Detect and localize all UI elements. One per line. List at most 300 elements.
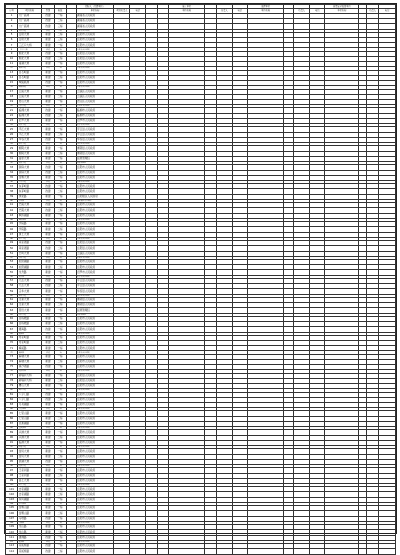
cell-owner: 岳阳市人民政府 xyxy=(76,346,114,351)
cell-section: 二标 xyxy=(54,218,66,221)
cell-type: 新建 xyxy=(42,373,54,378)
cell-name: 鹰山大道 xyxy=(18,384,42,389)
cell-section: 一标 xyxy=(54,146,66,151)
cell-name: 平江大道 xyxy=(18,132,42,137)
cell-owner: 岳阳市人民政府 xyxy=(76,435,114,440)
cell-no: 3 xyxy=(6,24,18,29)
cell-type: 新建 xyxy=(42,75,54,80)
cell-section: 一标 xyxy=(54,289,66,294)
cell-section: 二标 xyxy=(54,67,66,70)
cell-name: 王家河路 xyxy=(18,468,42,473)
cell-no: 12 xyxy=(6,67,18,70)
cell-type: 新建 xyxy=(42,468,54,473)
cell-section: 一标 xyxy=(54,459,66,464)
cell-type: 改建 xyxy=(42,13,54,18)
cell-owner: 岳阳市人民政府 xyxy=(76,492,114,497)
cell-owner: 岳阳县人民政府 xyxy=(76,241,114,246)
cell-type: 新建 xyxy=(42,265,54,270)
cell-no: 44 xyxy=(6,218,18,221)
cell-no: 38 xyxy=(6,189,18,194)
cell-section: 一标 xyxy=(54,365,66,370)
cell-type: 新建 xyxy=(42,384,54,389)
cell-owner: 岳阳县人民政府 xyxy=(76,56,114,61)
cell-no: 2 xyxy=(6,19,18,24)
cell-name: 金凤大道 xyxy=(18,454,42,459)
cell-type: 改建 xyxy=(42,165,54,170)
cell-type: 新建 xyxy=(42,354,54,359)
cell-name: 新墙河大桥 xyxy=(18,373,42,378)
cell-name: 通海路 xyxy=(18,327,42,332)
cell-section: 二标 xyxy=(54,378,66,383)
col_row-cell: 电话 xyxy=(310,9,325,13)
cell-type: 新建 xyxy=(42,181,54,184)
cell-name: 南湖大道 xyxy=(18,62,42,67)
cell-name: 新墙河大桥 xyxy=(18,378,42,383)
cell-type: 新建 xyxy=(42,194,54,199)
cell-owner: 岳阳市人民政府 xyxy=(76,335,114,340)
cell-name: 龙舟路 xyxy=(18,270,42,275)
cell-no: 65 xyxy=(6,316,18,321)
cell-empty xyxy=(294,549,310,554)
cell-type: 改建 xyxy=(42,184,54,189)
cell-name: 湘北大道 xyxy=(18,51,42,56)
cell-type: 新建 xyxy=(42,389,54,392)
cell-owner: 岳阳市人民政府 xyxy=(76,43,114,48)
cell-name: 龙舟路 xyxy=(18,275,42,278)
cell-section: 二标 xyxy=(54,332,66,335)
cell-name: 汨罗大道 xyxy=(18,118,42,123)
cell-no: 15 xyxy=(6,81,18,86)
cell-type: 新建 xyxy=(42,289,54,294)
cell-section: 一标 xyxy=(54,392,66,397)
cell-section: 一标 xyxy=(54,184,66,189)
cell-no: 35 xyxy=(6,175,18,180)
cell-type: 新建 xyxy=(42,313,54,316)
cell-name: 花板桥路 xyxy=(18,549,42,554)
cell-empty xyxy=(205,549,216,554)
cell-type: 改建 xyxy=(42,143,54,146)
cell-no: 70 xyxy=(6,340,18,345)
cell-type: 改建 xyxy=(42,81,54,86)
col_row-cell: 单位名称 xyxy=(325,9,359,13)
cell-owner: 岳阳市人民政府 xyxy=(76,259,114,264)
cell-no: 67 xyxy=(6,327,18,332)
cell-section: 二标 xyxy=(54,549,66,554)
cell-name: 金鹗大道 xyxy=(18,181,42,184)
cell-empty xyxy=(247,549,283,554)
cell-type: 新建 xyxy=(42,297,54,302)
cell-type: 新建 xyxy=(42,449,54,454)
cell-no: 45 xyxy=(6,222,18,227)
cell-no: 53 xyxy=(6,259,18,264)
cell-no: 91 xyxy=(6,440,18,445)
cell-owner: 岳阳市人民政府 xyxy=(76,81,114,86)
cell-name: 云溪大道 xyxy=(18,89,42,94)
cell-section: 一标 xyxy=(54,241,66,246)
cell-name: 吉家湖路 xyxy=(18,487,42,492)
cell-type: 新建 xyxy=(42,213,54,218)
cell-name: 临港大道 xyxy=(18,446,42,449)
cell-no: 42 xyxy=(6,208,18,213)
cell-section: 一标 xyxy=(54,222,66,227)
cell-type: 改建 xyxy=(42,544,54,549)
cell-owner: 湘阴县人民政府 xyxy=(76,151,114,156)
cell-name: 临湘大道 xyxy=(18,108,42,113)
cell-owner: 岳阳市人民政府 xyxy=(76,459,114,464)
cell-name: 大广高速 xyxy=(18,13,42,18)
cell-section: 一标 xyxy=(54,516,66,521)
cell-owner: 岳阳市人民政府 xyxy=(76,354,114,359)
cell-owner: 岳阳市人民政府 xyxy=(76,222,114,227)
cell-owner: 岳阳市人民政府 xyxy=(76,75,114,80)
cell-name: 枫桥湖路 xyxy=(18,218,42,221)
cell-name: 黄沙湾路 xyxy=(18,370,42,373)
cell-type: 改建 xyxy=(42,370,54,373)
col_row-cell: 电话 xyxy=(130,9,146,13)
cell-type: 改建 xyxy=(42,246,54,251)
cell-owner: 岳阳市人民政府 xyxy=(76,67,114,70)
cell-name: 白杨坡路 xyxy=(18,322,42,327)
cell-section: 二标 xyxy=(54,181,66,184)
cell-owner: 平江县人民政府 xyxy=(76,284,114,289)
cell-name: 华容大道 xyxy=(18,143,42,146)
cell-owner: 岳阳县人民政府 xyxy=(76,51,114,56)
cell-section: 一标 xyxy=(54,270,66,275)
cell-section: 一标 xyxy=(54,127,66,132)
cell-no: 64 xyxy=(6,313,18,316)
cell-empty xyxy=(157,549,168,554)
cell-section: 二标 xyxy=(54,124,66,127)
cell-owner: 岳阳市人民政府 xyxy=(76,465,114,468)
cell-type: 新建 xyxy=(42,89,54,94)
cell-type: 新建 xyxy=(42,427,54,430)
cell-owner: 屈原管理区 xyxy=(76,162,114,165)
cell-section: 一标 xyxy=(54,497,66,502)
cell-name: 营田大道 xyxy=(18,308,42,313)
cell-no: 63 xyxy=(6,308,18,313)
col_row-cell: 电话 xyxy=(232,9,247,13)
cell-type: 新建 xyxy=(42,440,54,445)
col_row-cell: 单位名称 xyxy=(169,9,205,13)
cell-no: 85 xyxy=(6,411,18,416)
cell-type: 新建 xyxy=(42,430,54,435)
cell-no: 23 xyxy=(6,118,18,123)
cell-owner: 岳阳市人民政府 xyxy=(76,549,114,554)
cell-owner: 云溪区人民政府 xyxy=(76,256,114,259)
cell-section: 二标 xyxy=(54,86,66,89)
cell-section: 二标 xyxy=(54,521,66,524)
cell-name: 鹰山大道 xyxy=(18,389,42,392)
cell-name: 滨湖大道 xyxy=(18,459,42,464)
cell-no: 55 xyxy=(6,270,18,275)
cell-no: 114 xyxy=(6,549,18,554)
cell-section: 一标 xyxy=(54,203,66,208)
cell-section: 一标 xyxy=(54,70,66,75)
cell-section: 一标 xyxy=(54,51,66,56)
cell-no: 83 xyxy=(6,403,18,408)
cell-name: 八字门路 xyxy=(18,397,42,402)
cell-section: 二标 xyxy=(54,473,66,478)
cell-section: 二标 xyxy=(54,75,66,80)
cell-section: 二标 xyxy=(54,113,66,118)
cell-owner: 岳阳市人民政府 xyxy=(76,421,114,426)
cell-owner: 屈原管理区 xyxy=(76,308,114,313)
cell-name: 兴港大道 xyxy=(18,435,42,440)
cell-no: 52 xyxy=(6,256,18,259)
cell-owner: 汨罗市人民政府 xyxy=(76,275,114,278)
cell-owner: 岳阳市人民政府 xyxy=(76,213,114,218)
cell-type: 新建 xyxy=(42,146,54,151)
cell-type: 新建 xyxy=(42,446,54,449)
cell-no: 96 xyxy=(6,465,18,468)
cell-section: 一标 xyxy=(54,316,66,321)
col_row-cell: 单位名称 xyxy=(76,9,114,13)
cell-name: 黄沙湾路 xyxy=(18,365,42,370)
cell-owner: 湘阴县人民政府 xyxy=(76,146,114,151)
cell-type: 新建 xyxy=(42,308,54,313)
cell-no: 78 xyxy=(6,378,18,383)
cell-no: 68 xyxy=(6,332,18,335)
cell-owner: 云溪区人民政府 xyxy=(76,89,114,94)
cell-type: 改建 xyxy=(42,208,54,213)
cell-section: 一标 xyxy=(54,297,66,302)
cell-owner: 岳阳市人民政府 xyxy=(76,478,114,483)
cell-no: 93 xyxy=(6,449,18,454)
cell-type: 新建 xyxy=(42,351,54,354)
cell-name: 花板桥路 xyxy=(18,544,42,549)
cell-type: 改建 xyxy=(42,397,54,402)
cell-owner: 岳阳市人民政府 xyxy=(76,370,114,373)
cell-no: 29 xyxy=(6,146,18,151)
col_row-cell: 序号 xyxy=(6,9,18,13)
cell-no: 76 xyxy=(6,370,18,373)
cell-type: 新建 xyxy=(42,502,54,505)
cell-name: 南湖大道 xyxy=(18,67,42,70)
group_row-cell: 施工单位 xyxy=(169,5,205,9)
cell-owner: 岳阳市人民政府 xyxy=(76,332,114,335)
cell-section: 一标 xyxy=(54,478,66,483)
cell-no: 31 xyxy=(6,156,18,161)
cell-type: 新建 xyxy=(42,411,54,416)
cell-type: 新建 xyxy=(42,251,54,256)
cell-owner: 岳阳市人民政府 xyxy=(76,540,114,543)
cell-type: 新建 xyxy=(42,294,54,297)
cell-owner: 岳阳市人民政府 xyxy=(76,237,114,240)
cell-type: 改建 xyxy=(42,327,54,332)
cell-no: 79 xyxy=(6,384,18,389)
cell-owner: 岳阳市人民政府 xyxy=(76,351,114,354)
cell-no: 90 xyxy=(6,435,18,440)
cell-owner: 岳阳市人民政府 xyxy=(76,203,114,208)
cell-owner: 岳阳市人民政府 xyxy=(76,497,114,502)
cell-no: 8 xyxy=(6,48,18,51)
cell-no: 11 xyxy=(6,62,18,67)
cell-section: 三标 xyxy=(54,37,66,42)
cell-empty xyxy=(325,549,359,554)
cell-name: 通海路 xyxy=(18,332,42,335)
cell-no: 61 xyxy=(6,297,18,302)
cell-name: 龙山路 xyxy=(18,530,42,535)
cell-type: 新建 xyxy=(42,162,54,165)
cell-section: 二标 xyxy=(54,389,66,392)
cell-no: 102 xyxy=(6,492,18,497)
cell-section: 一标 xyxy=(54,156,66,161)
cell-no: 13 xyxy=(6,70,18,75)
cell-owner: 华容县人民政府 xyxy=(76,137,114,142)
cell-type: 新建 xyxy=(42,256,54,259)
cell-type: 新建 xyxy=(42,435,54,440)
cell-empty xyxy=(66,549,76,554)
cell-section: 二标 xyxy=(54,19,66,24)
cell-section: 一标 xyxy=(54,81,66,86)
cell-section: 二标 xyxy=(54,32,66,37)
cell-section: 一标 xyxy=(54,421,66,426)
cell-section: 一标 xyxy=(54,411,66,416)
cell-section: 一标 xyxy=(54,468,66,473)
cell-section: 二标 xyxy=(54,275,66,278)
cell-owner: 岳阳市人民政府 xyxy=(76,170,114,175)
cell-type: 改建 xyxy=(42,113,54,118)
cell-owner: 屈原管理区 xyxy=(76,156,114,161)
cell-type: 新建 xyxy=(42,199,54,202)
cell-name: 王家河路 xyxy=(18,473,42,478)
cell-no: 25 xyxy=(6,127,18,132)
cell-empty xyxy=(367,549,379,554)
cell-section: 二标 xyxy=(54,105,66,108)
cell-owner: 岳阳市人民政府 xyxy=(76,530,114,535)
cell-owner: 岳阳市人民政府 xyxy=(76,403,114,408)
cell-owner: 临湘市人民政府 xyxy=(76,113,114,118)
cell-type: 改建 xyxy=(42,19,54,24)
cell-section: 二标 xyxy=(54,162,66,165)
cell-name: 平江大道 xyxy=(18,127,42,132)
cell-owner: 汨罗市人民政府 xyxy=(76,118,114,123)
cell-type: 新建 xyxy=(42,525,54,530)
cell-type: 新建 xyxy=(42,222,54,227)
cell-name: 东风湖路 xyxy=(18,502,42,505)
cell-type: 改建 xyxy=(42,278,54,283)
cell-section: 二标 xyxy=(54,465,66,468)
cell-type: 新建 xyxy=(42,408,54,411)
cell-owner: 湘阴县人民政府 xyxy=(76,303,114,308)
cell-owner: 岳阳市人民政府 xyxy=(76,411,114,416)
cell-owner: 岳阳市人民政府 xyxy=(76,208,114,213)
cell-owner: 华容县人民政府 xyxy=(76,289,114,294)
cell-name: 芭蕉湖路 xyxy=(18,427,42,430)
cell-section: 二标 xyxy=(54,48,66,51)
cell-section: 二标 xyxy=(54,246,66,251)
cell-name: 梅溪路 xyxy=(18,351,42,354)
cell-no: 84 xyxy=(6,408,18,411)
cell-name: 君山大道 xyxy=(18,105,42,108)
cell-section: 一标 xyxy=(54,175,66,180)
cell-type: 改建 xyxy=(42,549,54,554)
cell-no: 17 xyxy=(6,89,18,94)
cell-owner: 湖南省人民政府 xyxy=(76,13,114,18)
col_row-cell: 项目名称 xyxy=(18,9,42,13)
cell-type: 改建 xyxy=(42,51,54,56)
cell-owner: 岳阳市人民政府 xyxy=(76,218,114,221)
cell-section: 一标 xyxy=(54,308,66,313)
cell-no: 71 xyxy=(6,346,18,351)
cell-section: 二标 xyxy=(54,530,66,535)
cell-owner: 岳阳市人民政府 xyxy=(76,340,114,345)
cell-section: 二标 xyxy=(54,416,66,421)
cell-no: 98 xyxy=(6,473,18,478)
cell-type: 新建 xyxy=(42,275,54,278)
cell-owner: 岳阳县人民政府 xyxy=(76,373,114,378)
col_row-cell: 负责人 xyxy=(216,9,232,13)
group_row-cell: 监理单位 xyxy=(247,5,283,9)
cell-type: 新建 xyxy=(42,127,54,132)
cell-owner: 岳阳市人民政府 xyxy=(76,473,114,478)
cell-no: 32 xyxy=(6,162,18,165)
cell-section: 二标 xyxy=(54,540,66,543)
cell-section: 一标 xyxy=(54,278,66,283)
cell-type: 新建 xyxy=(42,67,54,70)
cell-name: 东风湖路 xyxy=(18,497,42,502)
cell-type: 新建 xyxy=(42,156,54,161)
cell-owner: 汨罗市人民政府 xyxy=(76,270,114,275)
cell-no: 82 xyxy=(6,397,18,402)
cell-no: 89 xyxy=(6,430,18,435)
cell-owner: 临湘市人民政府 xyxy=(76,108,114,113)
cell-no: 92 xyxy=(6,446,18,449)
cell-type: 改建 xyxy=(42,459,54,464)
col_row-cell: 电话 xyxy=(379,9,396,13)
cell-owner: 君山区人民政府 xyxy=(76,105,114,108)
cell-section: 二标 xyxy=(54,322,66,327)
cell-section: 二标 xyxy=(54,227,66,232)
cell-no: 95 xyxy=(6,459,18,464)
cell-no: 99 xyxy=(6,478,18,483)
col_row-cell: 负责人 xyxy=(294,9,310,13)
cell-name: 金鹗山路 xyxy=(18,511,42,516)
cell-owner: 岳阳市人民政府 xyxy=(76,484,114,487)
cell-section: 一标 xyxy=(54,544,66,549)
cell-type: 新建 xyxy=(42,335,54,340)
cell-name: 岳阳大道 xyxy=(18,32,42,37)
cell-section: 二标 xyxy=(54,446,66,449)
cell-name: 龙山路 xyxy=(18,525,42,530)
cell-type: 新建 xyxy=(42,346,54,351)
cell-no: 28 xyxy=(6,143,18,146)
cell-name: 梅溪路 xyxy=(18,346,42,351)
cell-section: 二标 xyxy=(54,56,66,61)
cell-no: 20 xyxy=(6,105,18,108)
cell-empty xyxy=(130,549,146,554)
cell-type: 新建 xyxy=(42,403,54,408)
cell-section: 二标 xyxy=(54,351,66,354)
cell-name: 七里山路 xyxy=(18,411,42,416)
cell-type: 改建 xyxy=(42,332,54,335)
cell-type: 改建 xyxy=(42,24,54,29)
cell-section: 一标 xyxy=(54,100,66,105)
cell-type: 新建 xyxy=(42,70,54,75)
cell-owner: 岳阳市人民政府 xyxy=(76,48,114,51)
cell-empty xyxy=(216,549,232,554)
cell-name: 荣家湾路 xyxy=(18,241,42,246)
cell-name: 湘北大道 xyxy=(18,56,42,61)
cell-section: 一标 xyxy=(54,259,66,264)
cell-name: 芭蕉湖路 xyxy=(18,421,42,426)
cell-no: 4 xyxy=(6,29,18,32)
cell-empty xyxy=(169,549,205,554)
cell-no: 87 xyxy=(6,421,18,426)
cell-no: 59 xyxy=(6,289,18,294)
cell-section: 二标 xyxy=(54,397,66,402)
cell-no: 62 xyxy=(6,303,18,308)
